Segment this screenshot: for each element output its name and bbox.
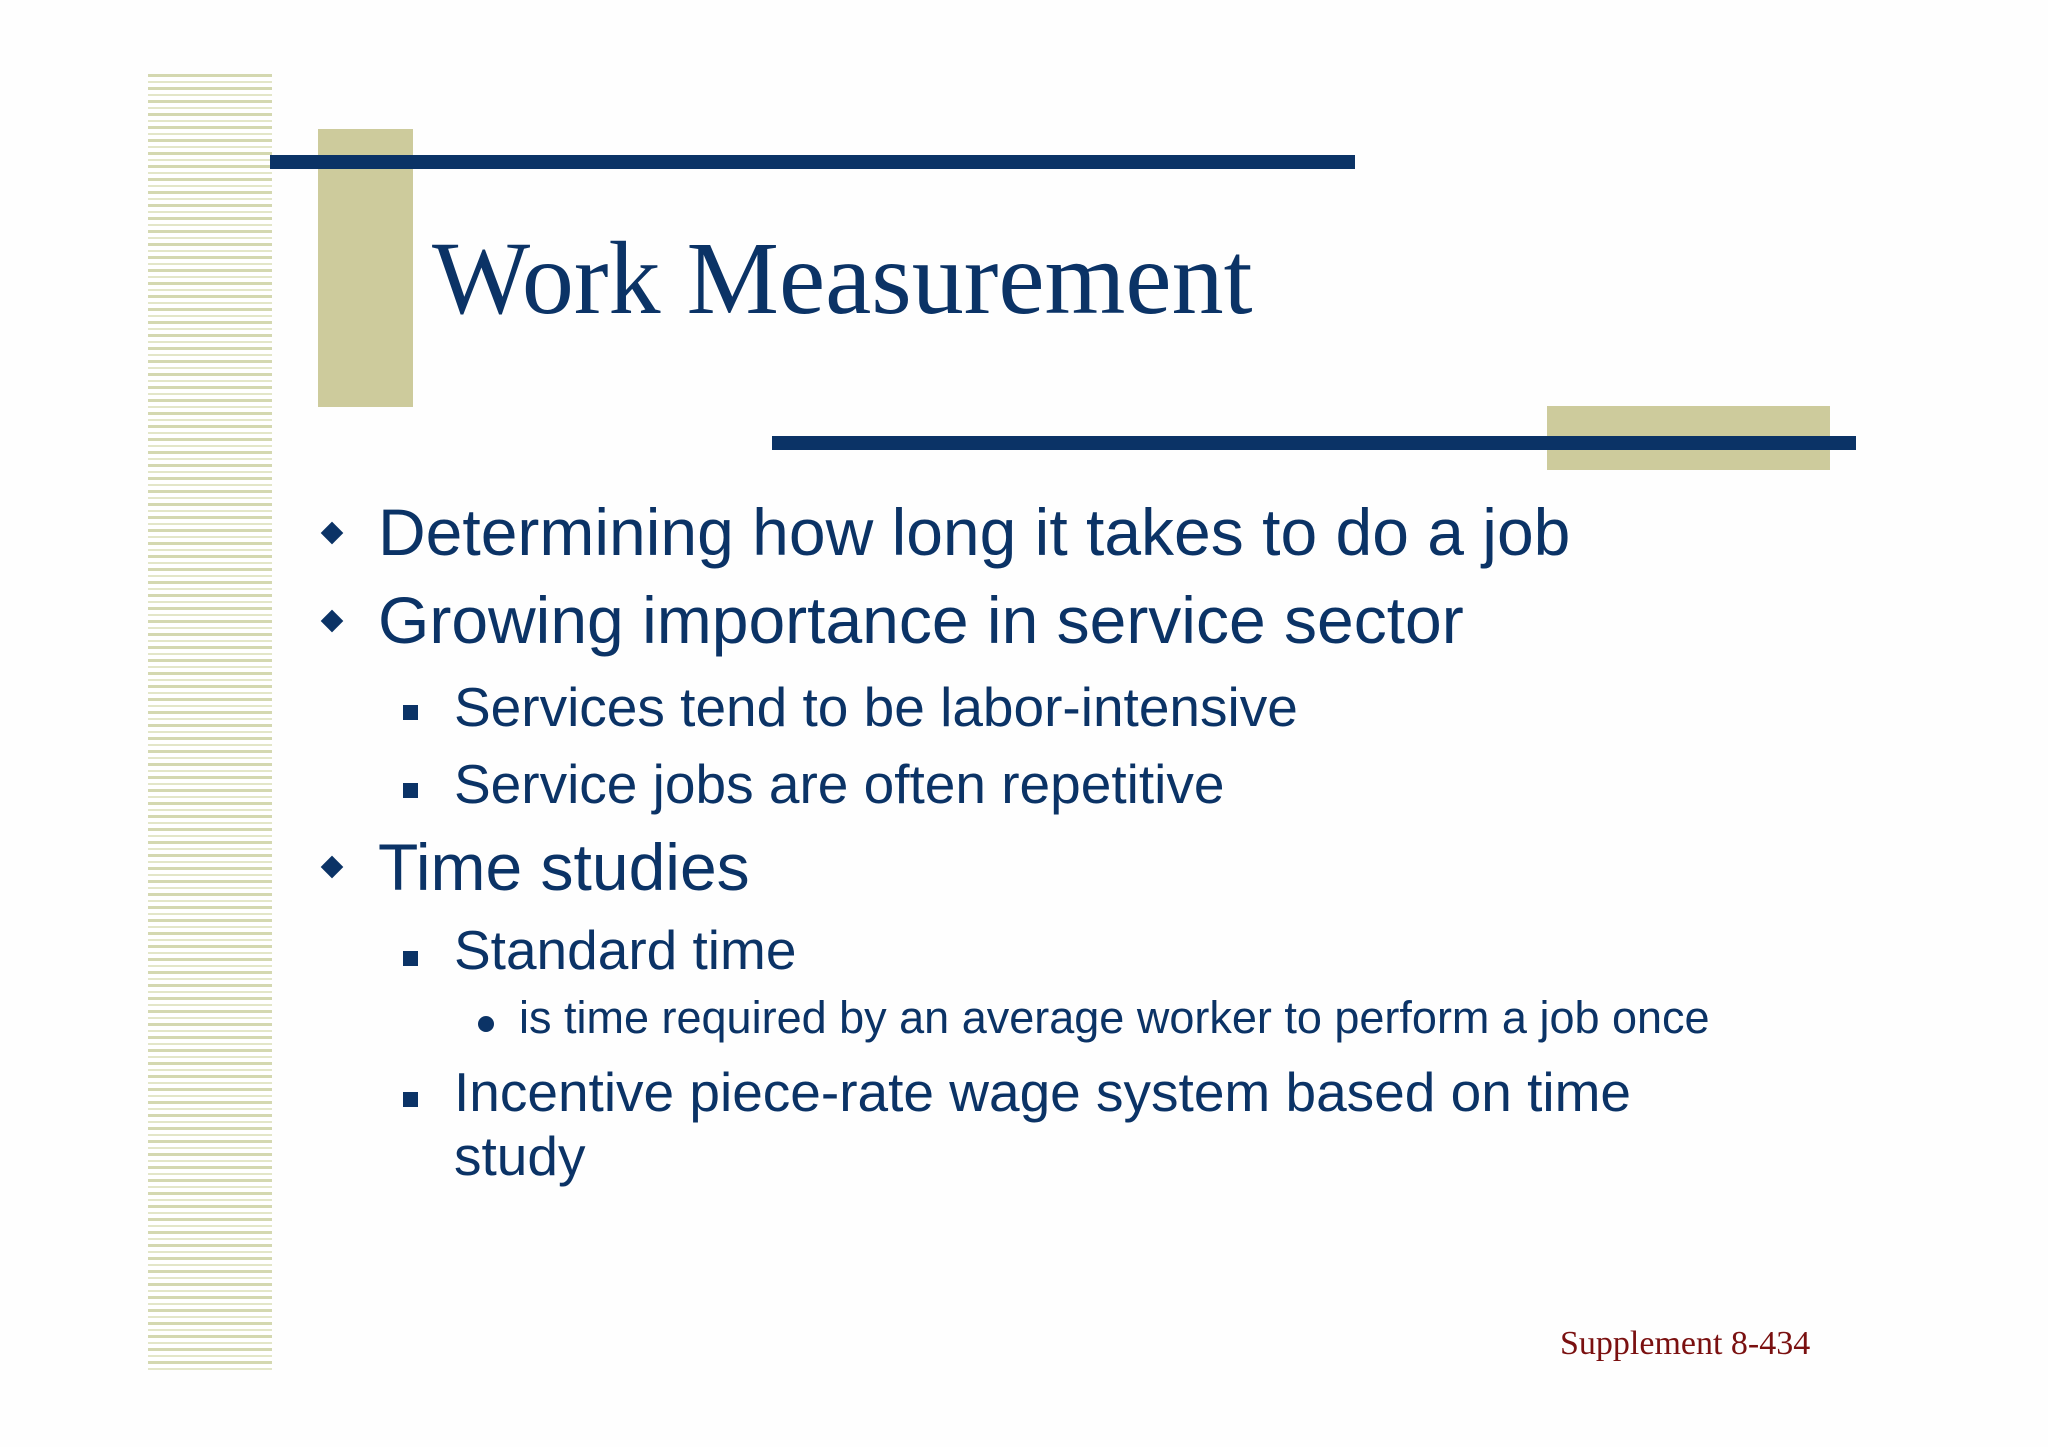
square-bullet-icon bbox=[403, 783, 418, 798]
diamond-bullet-icon bbox=[321, 522, 344, 545]
bullet-level1-text: Determining how long it takes to do a job bbox=[378, 495, 1571, 569]
bullet-level2-continuation: study bbox=[454, 1125, 586, 1187]
diamond-bullet-icon bbox=[321, 856, 344, 879]
bullet-level2-text: Service jobs are often repetitive bbox=[454, 753, 1225, 815]
bullet-level3-text: is time required by an average worker to perform a job once bbox=[519, 992, 1710, 1043]
bullet-level1-text: Time studies bbox=[378, 830, 750, 904]
square-bullet-icon bbox=[403, 951, 418, 966]
dot-bullet-icon bbox=[478, 1016, 494, 1032]
bullet-level2-text: Services tend to be labor-intensive bbox=[454, 676, 1298, 738]
slide-footer: Supplement 8-434 bbox=[1560, 1325, 1811, 1362]
bullet-level1-text: Growing importance in service sector bbox=[378, 583, 1464, 657]
bullet-level2-text: Incentive piece-rate wage system based on time bbox=[454, 1061, 1631, 1123]
square-bullet-icon bbox=[403, 705, 418, 720]
square-bullet-icon bbox=[403, 1092, 418, 1107]
bullet-level2-text: Standard time bbox=[454, 919, 797, 981]
diamond-bullet-icon bbox=[321, 610, 344, 633]
slide-title: Work Measurement bbox=[432, 221, 1253, 336]
